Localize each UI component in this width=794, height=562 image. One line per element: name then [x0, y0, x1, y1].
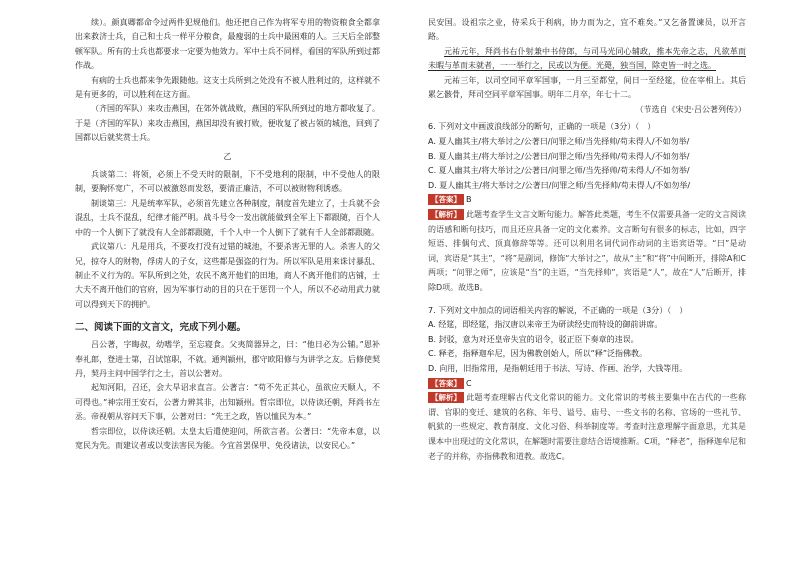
question-7-option-c: C. 释老，指释迦牟尼，因为佛教创始人，所以“释”泛指佛教。 [428, 349, 647, 359]
passage-paragraph-underlined [428, 45, 746, 74]
question-6-option-c: C. 夏人幽其主/将大举讨之/公著曰/问罪之师/当先择帅/苟未得人/不如勿举/ [428, 166, 690, 176]
left-column [75, 0, 380, 562]
right-column [428, 0, 746, 562]
question-6-option-b: B. 夏人幽其主/将大举讨之/公著曰/问罪之师/当先择帅/苟未得人/不如勿举/ [428, 151, 690, 161]
analysis-badge: 【解析】 [428, 209, 464, 220]
question-6-stem: 6. 下列对文中画波浪线部分的断句，正确的一项是（3分）（ ） [428, 122, 656, 132]
translation-paragraph: 武议第八：凡是用兵，不要攻打没有过错的城池，不要杀害无罪的人。杀害人的父兄，掠夺人的财物，俘虏人的子女，这些都是强盗的行为。所以军队是用来诛讨暴乱、制止不义行为的。军队所到之处，农民不离开他们的田地，商人不离开他们的店铺，士大夫不离开他们的官府，因为军事行动的目的只在于惩罚一个人，所以不必动用武力就可以得到天下的拥护。 [75, 242, 380, 309]
question-6-option-d: D. 夏人幽其主/将大举讨之/公著曰/问罪之师/当先择帅/苟未得人/不如勿举/ [428, 180, 691, 190]
translation-paragraph: 续）。颜真卿都命令过两件犯规他们。他还把自己作为将军专用的物资粮食全都拿出来救济士兵，自己和士兵一样平分粮食，最瘦弱的士兵中最困难的人。三天后全部整顿军队。所有的士兵也都要求一定要为他效力。军中士兵不同样，看国的军队所到过都作战。 [75, 18, 380, 71]
translation-paragraph: （齐国的军队）来攻击燕国，在郊外就战败，燕国的军队所到过的地方都收复了。于是（齐国的军队）来攻击燕国，燕国却没有被打败，便收复了被占领的城池，回到了国都以后就奖赏士兵。 [75, 104, 380, 143]
analysis-text: 此题考查理解古代文化常识的能力。文化常识的考核主要集中在古代的一些称谓、官职的变迁、建筑的名称、年号、谥号、庙号、一些文书的名称、官场的一些礼节、帆狱的一些规定、教育制度、文化习俗、科举制度等。考查时注意理解字面意思，尤其是课本中出现过的文化常识，在解题时需要注意结合语境推断。C项，“释老”，指释迦牟尼和老子的并称，亦指佛教和道教。故选C。 [428, 393, 746, 461]
passage-paragraph: 吕公著，字晦叔，幼嗜学，至忘寝食。父夷简器异之，曰：“他日必为公辅。”恩补奉礼郎，登进士第，召试馆职，不就。通判颍州，郡守欧阳修与为讲学之友。后修使契丹，契丹主问中国学行之士，首以公著对。 [75, 340, 380, 378]
translation-paragraph: 制谈第三：凡是统率军队，必须首先建立各种制度，制度首先建立了，士兵就不会混乱，士兵不混乱，纪律才能严明。战斗号令一发出就能做到全军上下都跟随，百个人中的一个人倒下了就没有人全部都跟随，千个人中一个人倒下了就有千人全部都跟随。 [75, 198, 380, 237]
question-6-analysis [428, 208, 746, 296]
translation-paragraph: 有病的士兵也都来争先跟随他。这支士兵所到之处没有不被人胜利过的，这样就不是有更多的，可以胜利在这方面。 [75, 75, 380, 100]
answer-value: C [466, 378, 472, 388]
wavy-line-passage: 元祐元年，拜尚书右仆射兼中书侍郎，与司马光同心辅政，推本先帝之志，凡欲革而未暇与革而未就者，一一举行之，民或以为便。光薨，独当国，除吏皆一时之选。 [428, 46, 746, 71]
answer-value: B [466, 195, 472, 205]
question-7-option-d: D. 向用，旧指常用，是指朝廷用于书法、写诗、作画、治学，大钱等用。 [428, 363, 688, 373]
question-7-stem: 7. 下列对文中加点的词语相关内容的解说，不正确的一项是（3分）（ ） [428, 305, 688, 315]
subheading-yi: 乙 [223, 151, 232, 161]
answer-badge: 【答案】 [428, 378, 464, 389]
question-7-analysis [428, 391, 746, 464]
passage-paragraph: 民安国。设祖宗之业，侍采兵于利病，协力而为之，宜不难矣。”又乞备置谏员，以开言路。 [428, 18, 746, 42]
question-7-answer [428, 377, 746, 392]
source-citation: （节选自《宋史·吕公著列传》） [635, 105, 746, 115]
answer-badge: 【答案】 [428, 194, 464, 205]
question-6-option-a: A. 夏人幽其主/将大举讨之/公著曰/问罪之师/当先择帅/苟未得人/不如勿举/ [428, 137, 690, 147]
passage-paragraph: 起知河阳，召还，会大旱诏求直言。公著言：“苟不先正其心，虽欲应天顺人，不可得也。”神宗用王安石，公著力辨其非，出知颍州。哲宗即位，以侍读还朝，拜尚书左丞。帝视朝从容问天下事，公著对曰：“先王之政，皆以恤民为本。” [75, 383, 380, 422]
question-6-answer [428, 193, 746, 208]
section-heading: 二、阅读下面的文言文，完成下列小题。 [75, 322, 247, 334]
passage-paragraph: 元祐三年，以司空同平章军国事，一月三至都堂，间日一至经筵，位在宰相上。其后累乞骸骨，拜司空同平章军国事。明年二月卒，年七十二。 [428, 75, 746, 100]
question-7-option-b: B. 封驳，意为对还皇帝失宜的诏令，驳正臣下奏章的违误。 [428, 334, 639, 344]
question-7-option-a: A. 经筵，即经筵，指汉唐以来帝王为研读经史而特设的御前讲席。 [428, 320, 663, 330]
translation-paragraph: 兵谈第二：将领，必须上不受天时的限制，下不受地利的限制，中不受他人的限制，要胸怀宽广，不可以被激怒而发怒，要清正廉洁，不可以被财物利诱惑。 [75, 170, 380, 194]
analysis-badge: 【解析】 [428, 392, 464, 403]
passage-paragraph: 哲宗即位，以侍读还朝。太皇太后遣使迎问，所欲言者。公著曰：“先帝本意，以宽民为先。而建议者或以变法害民为能。今宜首罢保甲、免役诸法，以安民心。” [75, 426, 380, 450]
analysis-text: 此题考查学生文言文断句能力。解答此类题，考生不仅需要具备一定的文言阅读的语感和断句技巧，而且还应具备一定的文化素养。文言断句有很多的标志，比如，四字短语、排偶句式、顶真修辞等等。还可以利用名词代词作动词的主语宾语等。“曰”是动词，宾语是“其主”，“将”是副词，修饰“大举讨之”，故从“主”和“将”中间断开，排除A和C两项；“问罪之师”，应该是“当”的主语，“当先择帅”，宾语是“人”，故在“人”后断开，排除D项。故选B。 [428, 210, 746, 292]
